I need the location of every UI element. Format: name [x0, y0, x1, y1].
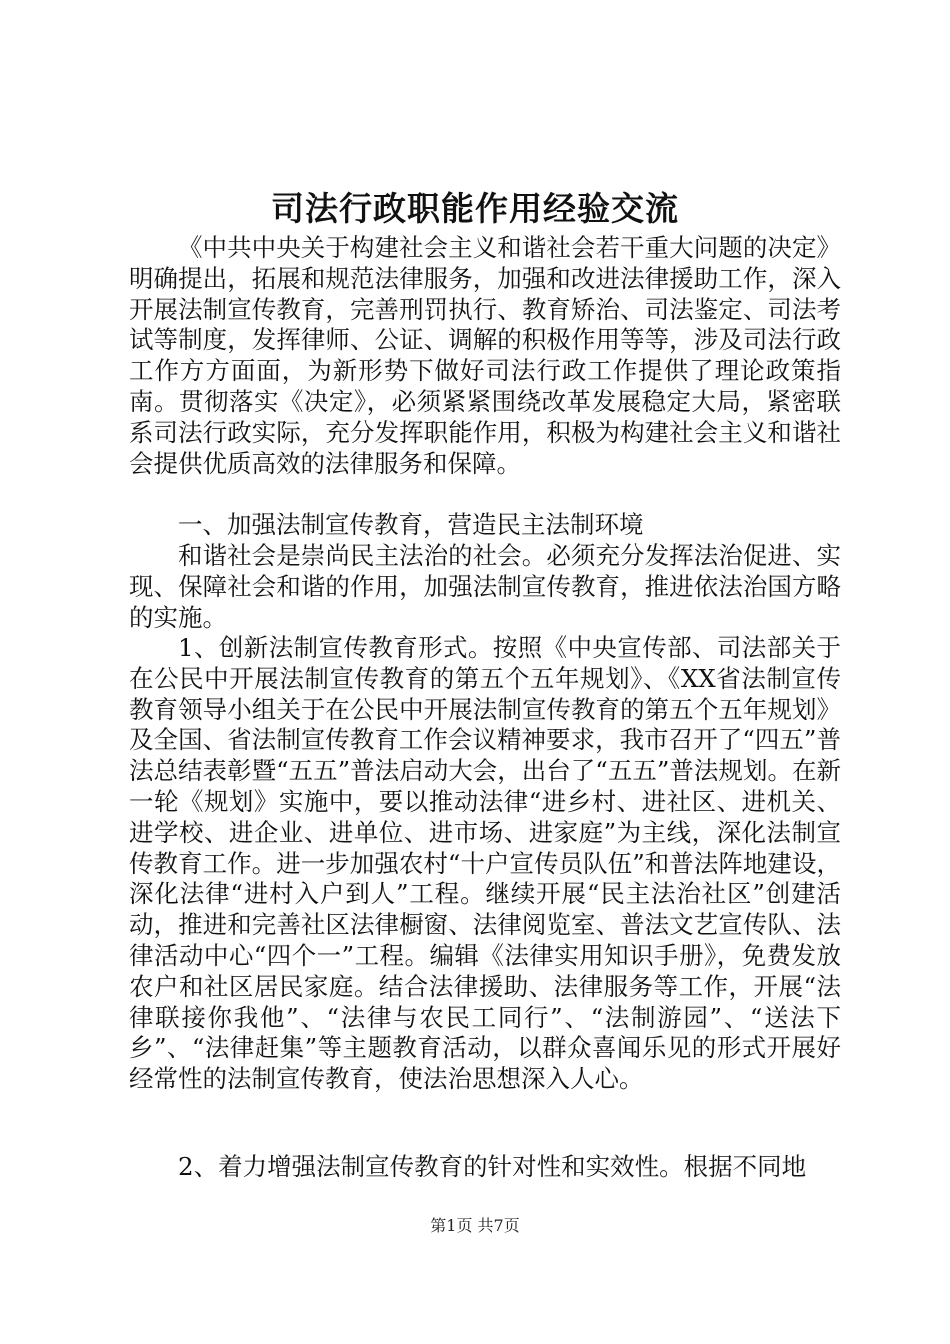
item-1-paragraph: 1、创新法制宣传教育形式。按照《中央宣传部、司法部关于在公民中开展法制宣传教育的第五个五年规划》、《XX省法制宣传教育领导小组关于在公民中开展法制宣传教育的第五个五年规划》及全国、省法制宣传教育工作会议精神要求，我市召开了“四五”普法总结表彰暨“五五”普法启动大会，出台了“五五”普法规划。在新一轮《规划》实施中，要以推动法律“进乡村、进社区、进机关、进学校、进企业、进单位、进市场、进家庭”为主线，深化法制宣传教育工作。进一步加强农村“十户宣传员队伍”和普法阵地建设，深化法律“进村入户到人”工程。继续开展“民主法治社区”创建活动，推进和完善社区法律橱窗、法律阅览室、普法文艺宣传队、法律活动中心“四个一”工程。编辑《法律实用知识手册》，免费发放农户和社区居民家庭。结合法律援助、法律服务等工作，开展“法律联接你我他”、“法律与农民工同行”、“法制游园”、“送法下乡”、“法律赶集”等主题教育活动，以群众喜闻乐见的形式开展好经常性的法制宣传教育，使法治思想深入人心。 — [129, 633, 841, 1094]
section-intro-paragraph: 和谐社会是崇尚民主法治的社会。必须充分发挥法治促进、实现、保障社会和谐的作用，加强法制宣传教育，推进依法治国方略的实施。 — [129, 541, 841, 632]
intro-paragraph: 《中共中央关于构建社会主义和谐社会若干重大问题的决定》明确提出，拓展和规范法律服务，加强和改进法律援助工作，深入开展法制宣传教育，完善刑罚执行、教育矫治、司法鉴定、司法考试等制度，发挥律师、公证、调解的积极作用等等，涉及司法行政工作方方面面，为新形势下做好司法行政工作提供了理论政策指南。贯彻落实《决定》，必须紧紧围绕改革发展稳定大局，紧密联系司法行政实际，充分发挥职能作用，积极为构建社会主义和谐社会提供优质高效的法律服务和保障。 — [129, 233, 841, 478]
page-footer: 第1页 共7页 — [430, 1216, 520, 1235]
section-heading: 一、加强法制宣传教育，营造民主法制环境 — [178, 510, 644, 539]
document-title: 司法行政职能作用经验交流 — [271, 189, 679, 228]
item-2-paragraph: 2、着力增强法制宣传教育的针对性和实效性。根据不同地 — [178, 1152, 807, 1181]
